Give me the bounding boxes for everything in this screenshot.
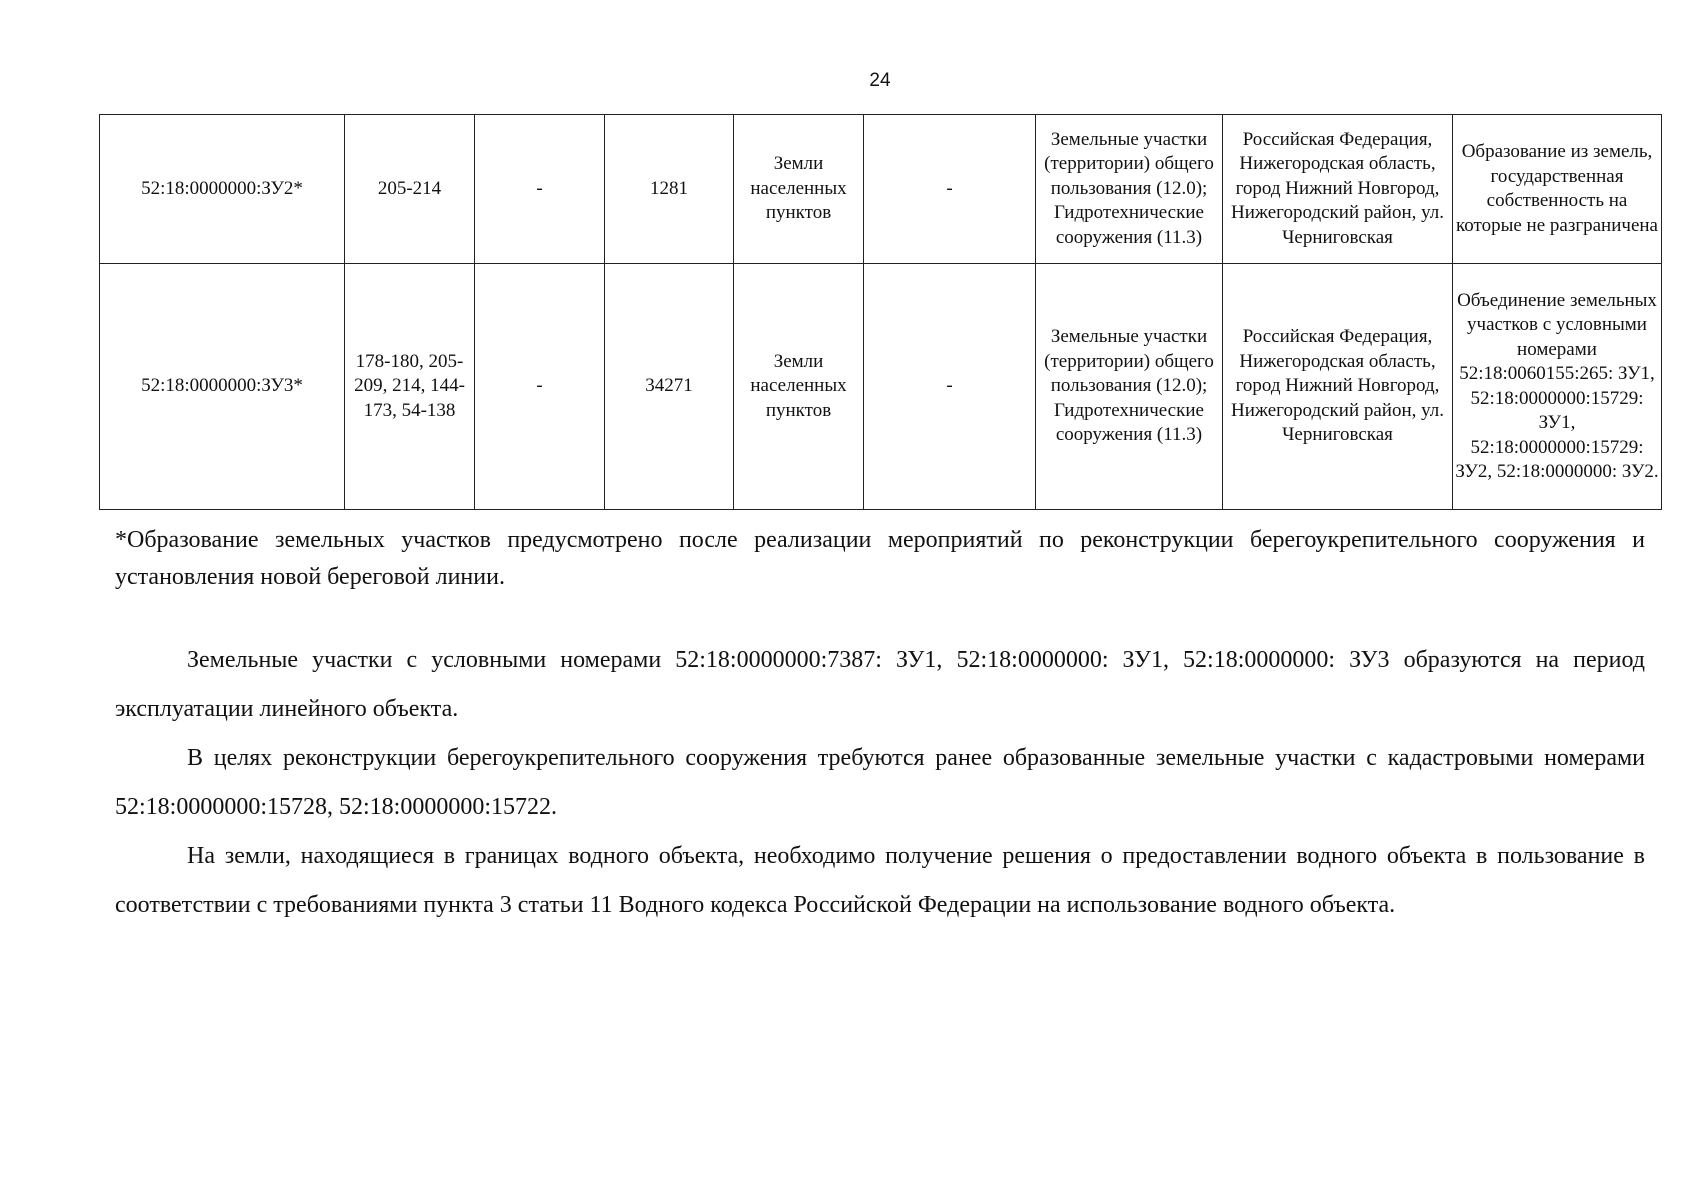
table-cell: - (475, 264, 605, 510)
cadastral-number-cell: 52:18:0000000:ЗУ2* (100, 115, 345, 264)
table-row (100, 115, 1662, 264)
permitted-use-cell: Земельные участки (территории) общего пользования (12.0); Гидротехнические сооружения (11.3) (1036, 115, 1223, 264)
boundary-points-cell: 205-214 (345, 115, 475, 264)
paragraph: Земельные участки с условными номерами 52:18:0000000:7387: ЗУ1, 52:18:0000000: ЗУ1, 52:18:0000000: ЗУ3 образуются на период эксплуатации линейного объекта. (115, 647, 1645, 722)
table-cell: - (864, 264, 1036, 510)
land-category-cell: Земли населенных пунктов (734, 115, 864, 264)
paragraph: В целях реконструкции берегоукрепительного сооружения требуются ранее образованные земельные участки с кадастровыми номерами 52:18:0000000:15728, 52:18:0000000:15722. (115, 745, 1645, 820)
boundary-points-cell: 178-180, 205-209, 214, 144-173, 54-138 (345, 264, 475, 510)
parcels-table (99, 114, 1662, 510)
address-cell: Российская Федерация, Нижегородская область, город Нижний Новгород, Нижегородский район, ул. Черниговская (1223, 264, 1453, 510)
cadastral-number-cell: 52:18:0000000:ЗУ3* (100, 264, 345, 510)
table-row (100, 264, 1662, 510)
table-footnote: *Образование земельных участков предусмотрено после реализации мероприятий по реконструкции берегоукрепительного сооружения и установления новой береговой линии. (115, 527, 1645, 590)
area-cell: 1281 (605, 115, 734, 264)
table-cell: - (864, 115, 1036, 264)
formation-method-cell: Образование из земель, государственная собственность на которые не разграничена (1453, 115, 1662, 264)
paragraph: На земли, находящиеся в границах водного объекта, необходимо получение решения о предоставлении водного объекта в пользование в соответствии с требованиями пункта 3 статьи 11 Водного кодекса Российской Федерации на использование водного объекта. (115, 843, 1645, 918)
page-number: 24 (869, 70, 891, 91)
area-cell: 34271 (605, 264, 734, 510)
address-cell: Российская Федерация, Нижегородская область, город Нижний Новгород, Нижегородский район, ул. Черниговская (1223, 115, 1453, 264)
table-cell: - (475, 115, 605, 264)
permitted-use-cell: Земельные участки (территории) общего пользования (12.0); Гидротехнические сооружения (11.3) (1036, 264, 1223, 510)
body-text (115, 636, 1645, 930)
formation-method-cell: Объединение земельных участков с условными номерами 52:18:0060155:265: ЗУ1, 52:18:0000000:15729: ЗУ1, 52:18:0000000:15729: ЗУ2, 52:18:0000000: ЗУ2. (1453, 264, 1662, 510)
land-category-cell: Земли населенных пунктов (734, 264, 864, 510)
